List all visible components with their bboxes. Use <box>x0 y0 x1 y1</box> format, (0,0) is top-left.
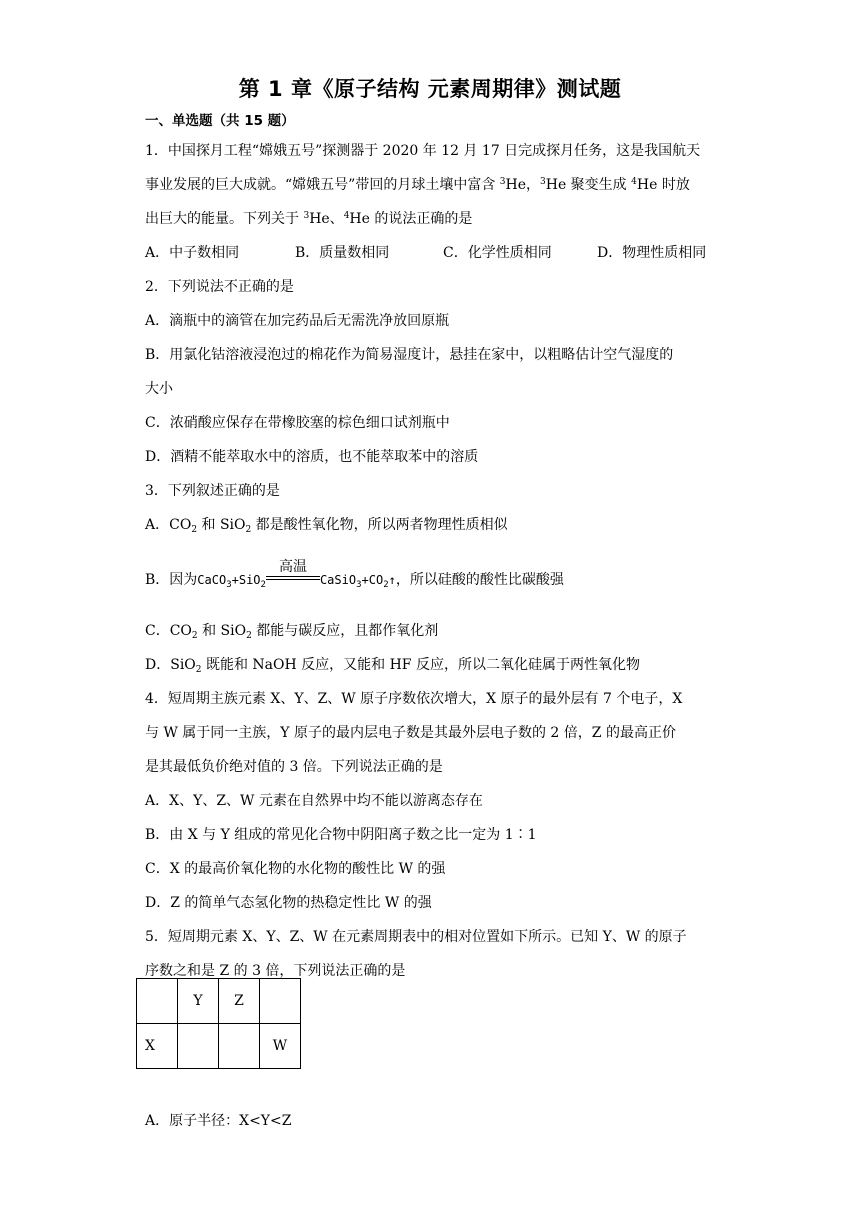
question-5-line-2: 序数之和是 Z 的 3 倍，下列说法正确的是 <box>145 963 406 979</box>
option-d: D．酒精不能萃取水中的溶质，也不能萃取苯中的溶质 <box>145 449 479 465</box>
option-c: C．浓硝酸应保存在带橡胶塞的棕色细口试剂瓶中 <box>145 415 450 431</box>
option-b: B．质量数相同 <box>295 245 390 261</box>
question-3 <box>145 474 717 682</box>
question-4-line-1: 4．短周期主族元素 X、Y、Z、W 原子序数依次增大，X 原子的最外层有 7 个电子，X <box>145 691 683 707</box>
option-a: A．X、Y、Z、W 元素在自然界中均不能以游离态存在 <box>145 793 483 809</box>
table-cell: Z <box>219 979 260 1024</box>
option-c: C．$CO_2$ 和 SiO$_2$ 都能与碳反应，且都作氧化剂 <box>145 623 439 641</box>
option-a: A．滴瓶中的滴管在加完药品后无需洗净放回原瓶 <box>145 313 450 329</box>
section-heading: 一、单选题（共 15 题） <box>145 113 295 129</box>
table-cell <box>219 1024 260 1069</box>
option-b-continued: 大小 <box>145 381 173 397</box>
option-b: B．因为CaCO$_3$+SiO$_2$ 高温 $CaSiO_3+CO_2↑$，所以硅酸的酸性比碳酸强 <box>145 559 564 590</box>
question-5-line-1: 5．短周期元素 X、Y、Z、W 在元素周期表中的相对位置如下所示。已知 Y、W 的原子 <box>145 929 687 945</box>
gas-arrow-icon: ↑ <box>388 573 396 587</box>
table-cell: W <box>260 1024 301 1069</box>
question-list <box>145 134 717 988</box>
option-d: D．SiO$_2$ 既能和 NaOH 反应，又能和 HF 反应，所以二氧化硅属于两性氧化物 <box>145 657 640 675</box>
option-a: A．中子数相同 <box>145 245 240 261</box>
question-2 <box>145 270 717 474</box>
table-cell <box>260 979 301 1024</box>
question-1-line-1: 1．中国探月工程“嫦娥五号”探测器于 2020 年 12 月 17 日完成探月任务，这是我国航天 <box>145 143 701 159</box>
option-a: A．$CO_2$ 和 SiO$_2$ 都是酸性氧化物，所以两者物理性质相似 <box>145 517 508 535</box>
question-1-options <box>145 236 717 270</box>
table-cell <box>137 979 178 1024</box>
table-row <box>137 979 301 1024</box>
chemical-equation: CaCO$_3$+SiO$_2$ 高温 $CaSiO_3+CO_2↑$ <box>197 559 396 590</box>
question-1-line-3: 出巨大的能量。下列关于 $^3$He、$^4$He 的说法正确的是 <box>145 211 473 227</box>
question-4 <box>145 682 717 920</box>
table-cell <box>178 1024 219 1069</box>
question-3-stem: 3．下列叙述正确的是 <box>145 483 280 499</box>
option-a: A．原子半径：X<Y<Z <box>145 1113 292 1129</box>
option-d: D．Z 的简单气态氢化物的热稳定性比 W 的强 <box>145 895 432 911</box>
option-c: C．X 的最高价氧化物的水化物的酸性比 W 的强 <box>145 861 446 877</box>
option-d: D．物理性质相同 <box>597 245 707 261</box>
page-title: 第 1 章《原子结构 元素周期律》测试题 <box>238 77 622 101</box>
question-1 <box>145 134 717 270</box>
option-b: B．由 X 与 Y 组成的常见化合物中阴阳离子数之比一定为 1∶1 <box>145 827 537 843</box>
option-b: B．用氯化钴溶液浸泡过的棉花作为简易湿度计，悬挂在家中，以粗略估计空气湿度的 <box>145 347 674 363</box>
table-row <box>137 1024 301 1069</box>
periodic-position-table <box>136 978 301 1069</box>
question-4-line-2: 与 W 属于同一主族，Y 原子的最内层电子数是其最外层电子数的 2 倍，Z 的最高正价 <box>145 725 676 741</box>
table-cell: X <box>137 1024 178 1069</box>
question-2-stem: 2．下列说法不正确的是 <box>145 279 294 295</box>
table-cell: Y <box>178 979 219 1024</box>
reaction-condition: 高温 <box>266 580 320 584</box>
question-4-line-3: 是其最低负价绝对值的 3 倍。下列说法正确的是 <box>145 759 443 775</box>
question-1-line-2: 事业发展的巨大成就。“嫦娥五号”带回的月球土壤中富含 $^3$He，$^3$He 聚变生成 $^4$He 时放 <box>145 177 690 193</box>
option-c: C．化学性质相同 <box>443 245 552 261</box>
